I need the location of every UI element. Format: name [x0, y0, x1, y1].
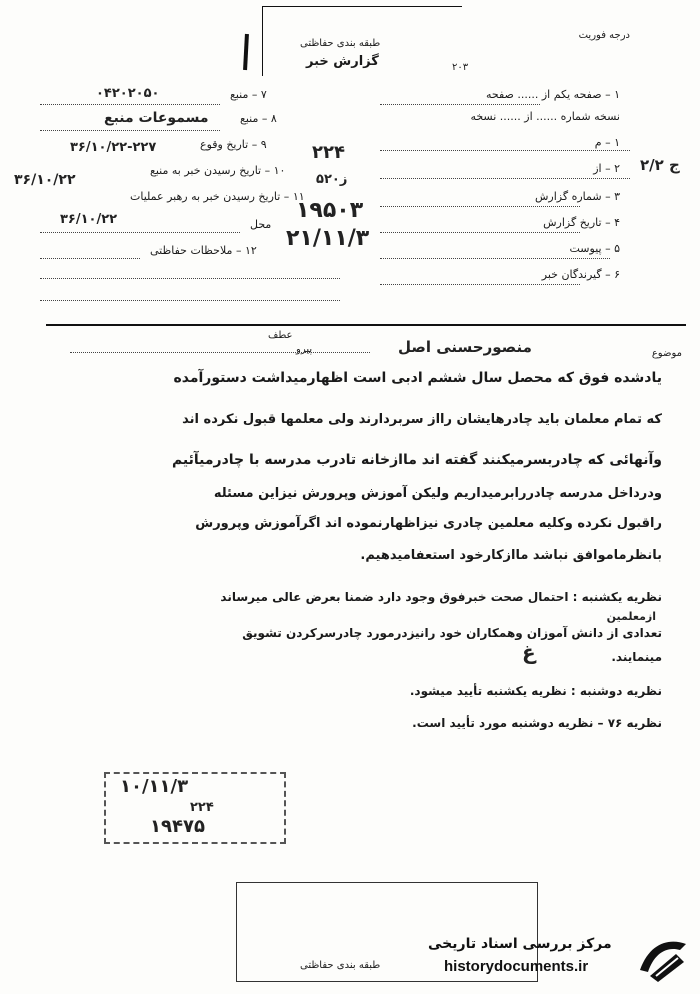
opinion-line: نظریه دوشنبه : نظریه یکشنبه تأیید میشود.	[409, 684, 662, 698]
dotted-line	[40, 278, 340, 279]
field-page: ۱ – صفحه یکم از ...... صفحه	[485, 88, 620, 101]
opinion-line: نظریه یکشنبه : احتمال صحت خبرفوق وجود دارد ضمنا بعرض عالی میرساند	[220, 590, 662, 604]
dotted-line	[40, 300, 340, 301]
field-2: ۲ – از	[593, 162, 620, 175]
dotted-line	[380, 232, 580, 233]
dotted-line	[380, 206, 580, 207]
watermark-url: historydocuments.ir	[444, 958, 589, 975]
field-recipients: ۶ – گیرندگان خبر	[541, 268, 620, 281]
initials: غ	[522, 640, 536, 664]
stamp-line: ۱۹۴۷۵	[150, 816, 205, 837]
header-separator	[46, 324, 686, 326]
header-bracket-top	[262, 6, 462, 7]
dotted-line	[40, 104, 220, 105]
opinion-line: نظریه ۷۶ – نظریه دوشنبه مورد تأیید است.	[412, 716, 662, 730]
classification-label: درجه فوریت	[578, 30, 630, 41]
field-arrival-date: ۱۰ – تاریخ رسیدن خبر به منبع	[150, 164, 286, 177]
peyro-label: پیرو	[296, 344, 313, 355]
atf-label: عطف	[268, 330, 293, 341]
field-security-notes: ۱۲ – ملاحظات حفاظتی	[150, 244, 257, 257]
field-location: محل	[250, 218, 272, 231]
handwritten-number: ۵ز۲۰	[316, 172, 348, 187]
dotted-line	[40, 130, 220, 131]
field-report-date: ۴ – تاریخ گزارش	[543, 216, 620, 229]
field-arrival-date-value: ۳۶/۱۰/۲۲	[14, 172, 76, 188]
opinion-line: مینمایند.	[611, 650, 662, 664]
handwritten-number: ۱۹۵۰۳	[296, 198, 364, 223]
body-line: که تمام معلمان باید چادرهایشان رااز سربردارند ولی معلمها قبول نکرده اند	[182, 412, 662, 427]
form-code: ۲۰۳	[452, 62, 469, 73]
field-event-date: ۹ – تاریخ وقوع	[200, 138, 267, 151]
body-line: بانظرماموافق نباشد ماازکارخود استعفامیدهیم.	[360, 548, 662, 563]
dotted-line	[380, 104, 540, 105]
body-line: راقبول نکرده وکلیه معلمین چادری نیزاظهارنموده اند اگرآموزش وپرورش	[195, 516, 662, 531]
field-event-date-value: ۳۶/۱۰/۲۲-۲۲۷	[70, 140, 157, 155]
handwritten-number: ۲۲۴	[312, 142, 345, 163]
field-source-value: ۰۴۲۰۲۰۵۰	[96, 86, 160, 101]
classification-title: طبقه بندی حفاظتی	[300, 38, 381, 49]
margin-stroke	[243, 34, 249, 70]
dotted-line	[380, 258, 610, 259]
field-source: ۷ – منبع	[230, 88, 267, 101]
dotted-line	[40, 232, 240, 233]
footer-classification: طبقه بندی حفاظتی	[300, 960, 381, 971]
watermark-title: مرکز بررسی اسناد تاریخی	[428, 936, 612, 952]
body-line: یادشده فوق که محصل سال ششم ادبی است اظهارمیداشت دستورآمده	[173, 370, 662, 386]
field-2-value: ج ۲/۲	[640, 156, 680, 174]
report-title: گزارش خبر	[306, 54, 379, 69]
body-line: ودرداخل مدرسه چادررابرمیداریم ولیکن آموزش وپرورش نیزاین مسئله	[213, 486, 662, 501]
stamp-line: ۲۲۴	[190, 800, 214, 815]
field-source-2-value: مسموعات منبع	[104, 110, 209, 126]
opinion-line: تعدادی از دانش آموزان وهمکاران خود رانیزدرمورد چادرسرکردن تشویق	[242, 626, 662, 640]
field-attachment: ۵ – پیوست	[569, 242, 620, 255]
field-operations-date: ۱۱ – تاریخ رسیدن خبر به رهبر عملیات	[130, 190, 305, 203]
insert-note: ازمعلمین	[606, 610, 656, 623]
subject-label: موضوع	[651, 348, 682, 359]
archive-logo-icon	[636, 932, 690, 982]
field-report-number: ۳ – شماره گزارش	[534, 190, 620, 203]
dotted-line	[70, 352, 370, 353]
dotted-line	[380, 178, 630, 179]
stamp-line: ۱۰/۱۱/۳	[120, 776, 189, 797]
subject-value: منصورحسنی اصل	[398, 338, 532, 356]
dotted-line	[40, 258, 140, 259]
field-1: ۱ – م	[594, 136, 620, 149]
field-copy: نسخه شماره ...... از ...... نسخه	[470, 110, 620, 123]
dotted-line	[380, 150, 630, 151]
handwritten-number: ۲۱/۱۱/۳	[286, 226, 370, 251]
header-bracket-left	[262, 6, 263, 76]
dotted-line	[380, 284, 580, 285]
field-source-2: ۸ – منبع	[240, 112, 277, 125]
field-operations-date-value: ۳۶/۱۰/۲۲	[60, 212, 118, 227]
body-line: وآنهائی که چادربسرمیکنند گفته اند ماازخانه تادرب مدرسه با چادرمیآئیم	[171, 452, 662, 468]
